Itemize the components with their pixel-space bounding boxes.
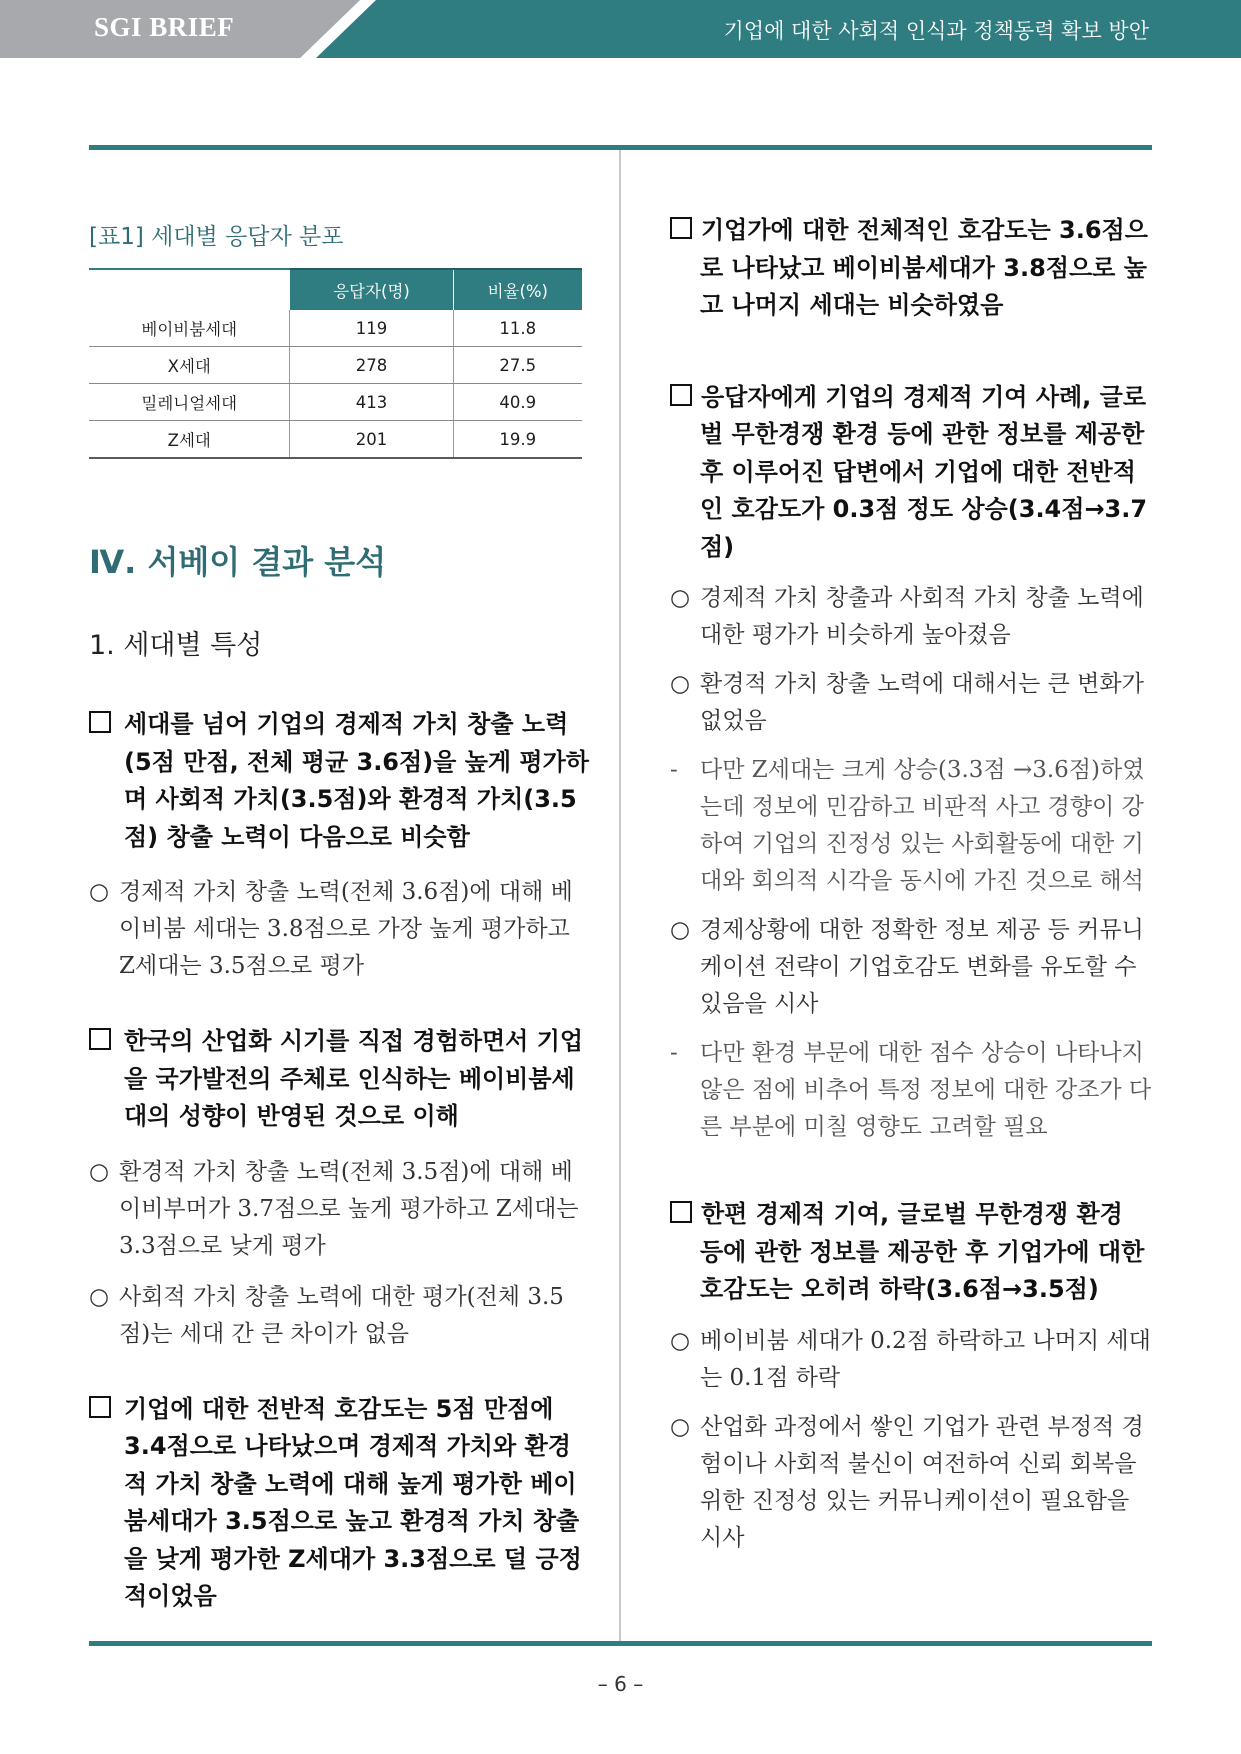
section-heading: Ⅳ. 서베이 결과 분석 bbox=[89, 543, 387, 581]
square-bullet-paragraph bbox=[89, 1023, 589, 1136]
table-cell-ratio: 11.8 bbox=[453, 310, 582, 347]
table-row bbox=[89, 421, 582, 459]
circle-bullet-icon: ○ bbox=[670, 1413, 691, 1440]
circle-bullet-icon: ○ bbox=[670, 1327, 691, 1354]
square-bullet-paragraph bbox=[89, 1391, 589, 1616]
paragraph-text: 한편 경제적 기여, 글로벌 무한경쟁 환경 등에 관한 정보를 제공한 후 기업가에 대한 호감도는 오히려 하락(3.6점→3.5점) bbox=[700, 1200, 1145, 1303]
item-text: 사회적 가치 창출 노력에 대한 평가(전체 3.5점)는 세대 간 큰 차이가 없음 bbox=[119, 1283, 564, 1347]
bottom-rule bbox=[89, 1641, 1152, 1646]
circle-bullet-item bbox=[89, 1154, 589, 1265]
brand-logo-text: SGI BRIEF bbox=[94, 12, 235, 42]
page-header bbox=[0, 0, 1241, 58]
paragraph-text: 기업가에 대한 전체적인 호감도는 3.6점으로 나타났고 베이비붐세대가 3.8점으로 높고 나머지 세대는 비슷하였음 bbox=[700, 216, 1148, 319]
item-text: 베이비붐 세대가 0.2점 하락하고 나머지 세대는 0.1점 하락 bbox=[700, 1327, 1151, 1391]
item-text: 경제적 가치 창출과 사회적 가치 창출 노력에 대한 평가가 비슷하게 높아졌음 bbox=[700, 585, 1144, 648]
checkbox-square-icon bbox=[89, 1028, 111, 1050]
table-row bbox=[89, 310, 582, 347]
dash-bullet-icon: - bbox=[670, 1040, 678, 1066]
header-title: 기업에 대한 사회적 인식과 정책동력 확보 방안 bbox=[723, 19, 1149, 43]
square-bullet-paragraph bbox=[670, 212, 1154, 325]
table-row bbox=[89, 347, 582, 384]
checkbox-square-icon bbox=[670, 1201, 692, 1223]
page-number: – 6 – bbox=[597, 1672, 644, 1696]
dash-bullet-item bbox=[670, 752, 1154, 900]
table-cell-respondents: 413 bbox=[290, 384, 453, 421]
dash-bullet-icon: - bbox=[670, 757, 678, 783]
square-bullet-paragraph bbox=[670, 1196, 1154, 1309]
paragraph-text: 기업에 대한 전반적 호감도는 5점 만점에 3.4점으로 나타났으며 경제적 가치와 환경적 가치 창출 노력에 대해 높게 평가한 베이붐세대가 3.5점으로 높고 환경적 가치 창출을 낮게 평가한 Z세대가 3.3점으로 덜 긍정적이었음 bbox=[124, 1394, 582, 1610]
item-text: 환경적 가치 창출 노력에 대해서는 큰 변화가 없었음 bbox=[700, 671, 1144, 734]
circle-bullet-item bbox=[670, 1323, 1154, 1397]
table-cell-respondents: 201 bbox=[290, 421, 453, 459]
table-header-cell: 응답자(명) bbox=[290, 269, 453, 310]
left-column bbox=[89, 218, 589, 1616]
generation-distribution-table bbox=[89, 268, 582, 459]
square-bullet-paragraph bbox=[89, 706, 589, 856]
table-header-cell: 비율(%) bbox=[453, 269, 582, 310]
table-header-row bbox=[89, 269, 582, 310]
item-text: 다만 Z세대는 크게 상승(3.3점 →3.6점)하였는데 정보에 민감하고 비판적 사고 경향이 강하여 기업의 진정성 있는 사회활동에 대한 기대와 회의적 시각을 동시에 가진 것으로 해석 bbox=[700, 757, 1145, 894]
circle-bullet-item bbox=[89, 874, 589, 985]
table-cell-generation: X세대 bbox=[89, 347, 290, 384]
table-caption: [표1] 세대별 응답자 분포 bbox=[89, 224, 344, 250]
column-divider bbox=[619, 150, 621, 1641]
checkbox-square-icon bbox=[670, 217, 692, 239]
circle-bullet-item bbox=[89, 1279, 589, 1353]
circle-bullet-item bbox=[670, 666, 1154, 740]
item-text: 경제적 가치 창출 노력(전체 3.6점)에 대해 베이비붐 세대는 3.8점으로 가장 높게 평가하고 Z세대는 3.5점으로 평가 bbox=[119, 879, 573, 979]
item-text: 환경적 가치 창출 노력(전체 3.5점)에 대해 베이비부머가 3.7점으로 높게 평가하고 Z세대는 3.3점으로 낮게 평가 bbox=[119, 1158, 579, 1259]
paragraph-text: 세대를 넘어 기업의 경제적 가치 창출 노력(5점 만점, 전체 평균 3.6점)을 높게 평가하며 사회적 가치(3.5점)와 환경적 가치(3.5점) 창출 노력이 다음으로 비슷함 bbox=[124, 710, 589, 851]
table-cell-generation: 밀레니얼세대 bbox=[89, 384, 290, 421]
checkbox-square-icon bbox=[670, 384, 692, 406]
table-cell-generation: Z세대 bbox=[89, 421, 290, 459]
circle-bullet-icon: ○ bbox=[670, 917, 691, 943]
paragraph-text: 한국의 산업화 시기를 직접 경험하면서 기업을 국가발전의 주체로 인식하는 베이비붐세대의 성향이 반영된 것으로 이해 bbox=[124, 1027, 584, 1130]
item-text: 다만 환경 부문에 대한 점수 상승이 나타나지 않은 점에 비추어 특정 정보에 대한 강조가 다른 부분에 미칠 영향도 고려할 필요 bbox=[700, 1040, 1152, 1140]
dash-bullet-item bbox=[670, 1035, 1154, 1146]
table-cell-respondents: 119 bbox=[290, 310, 453, 347]
checkbox-square-icon bbox=[89, 711, 111, 733]
table-row bbox=[89, 384, 582, 421]
circle-bullet-item bbox=[670, 1409, 1154, 1557]
table-header-cell bbox=[89, 269, 290, 310]
right-column bbox=[670, 212, 1154, 1557]
item-text: 경제상황에 대한 정확한 정보 제공 등 커뮤니케이션 전략이 기업호감도 변화를 유도할 수 있음을 시사 bbox=[700, 917, 1144, 1017]
circle-bullet-icon: ○ bbox=[89, 1283, 110, 1310]
circle-bullet-icon: ○ bbox=[670, 671, 691, 697]
table-cell-ratio: 40.9 bbox=[453, 384, 582, 421]
sub-heading: 1. 세대별 특성 bbox=[89, 630, 263, 661]
square-bullet-paragraph bbox=[670, 379, 1154, 567]
table-cell-generation: 베이비붐세대 bbox=[89, 310, 290, 347]
circle-bullet-icon: ○ bbox=[89, 879, 110, 905]
item-text: 산업화 과정에서 쌓인 기업가 관련 부정적 경험이나 사회적 불신이 여전하여 신뢰 회복을 위한 진정성 있는 커뮤니케이션이 필요함을 시사 bbox=[700, 1413, 1144, 1551]
table-cell-respondents: 278 bbox=[290, 347, 453, 384]
circle-bullet-item bbox=[670, 580, 1154, 654]
circle-bullet-item bbox=[670, 912, 1154, 1023]
table-cell-ratio: 19.9 bbox=[453, 421, 582, 459]
circle-bullet-icon: ○ bbox=[670, 585, 691, 611]
paragraph-text: 응답자에게 기업의 경제적 기여 사례, 글로벌 무한경쟁 환경 등에 관한 정보를 제공한 후 이루어진 답변에서 기업에 대한 전반적인 호감도가 0.3점 정도 상승(3.4점→3.7점) bbox=[700, 382, 1148, 561]
table-cell-ratio: 27.5 bbox=[453, 347, 582, 384]
checkbox-square-icon bbox=[89, 1396, 111, 1418]
circle-bullet-icon: ○ bbox=[89, 1158, 110, 1185]
